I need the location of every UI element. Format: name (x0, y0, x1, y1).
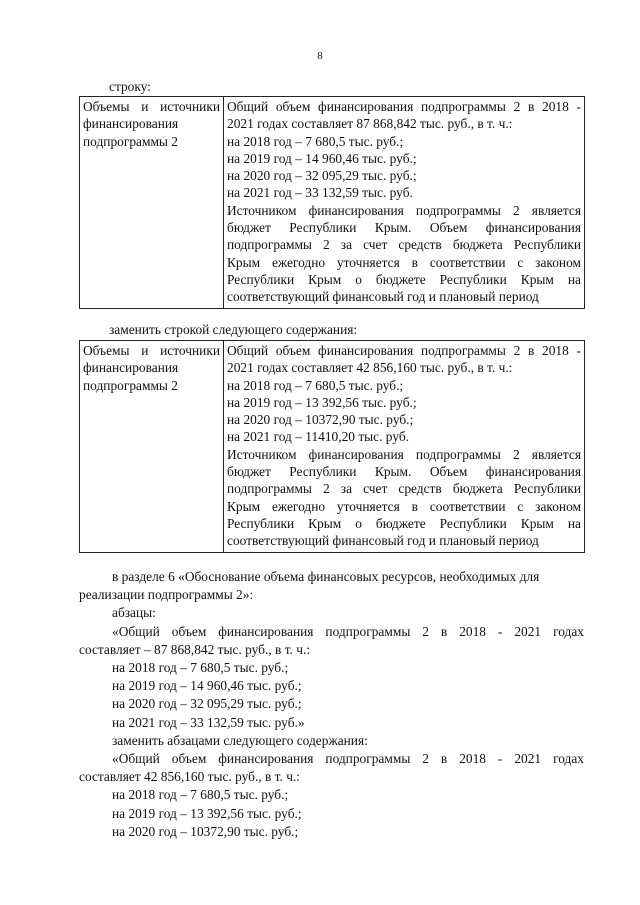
new-total-line: «Общий объем финансирования подпрограммы 2 в 2018 - 2021 годах (112, 751, 584, 767)
section6-body (79, 568, 584, 841)
value-line: Крым ежегодно уточняется в соответствии с законом (227, 254, 581, 270)
intro-old-text: строку: (109, 79, 151, 94)
old-year-line: на 2021 год – 33 132,59 тыс. руб.» (112, 714, 305, 730)
replace-label: заменить абзацами следующего содержания: (112, 732, 368, 748)
new-year-line: на 2020 год – 10372,90 тыс. руб.; (112, 823, 299, 839)
value-line: соответствующий финансовый год и плановый период (227, 289, 539, 305)
new-year-line: на 2019 год – 13 392,56 тыс. руб.; (112, 805, 302, 821)
intro-new-text: заменить строкой следующего содержания: (109, 322, 358, 337)
section6-heading: в разделе 6 «Обоснование объема финансовых ресурсов, необходимых для (112, 569, 540, 584)
value-line: на 2018 год – 7 680,5 тыс. руб.; (227, 133, 404, 149)
old-total-line-cont: составляет – 87 868,842 тыс. руб., в т. ч.: (79, 641, 311, 657)
table-new (79, 340, 585, 553)
value-line: на 2021 год – 33 132,59 тыс. руб. (227, 185, 413, 201)
label-line: Объемы и источники (83, 343, 220, 358)
table-new-label-cell (80, 341, 224, 553)
page-number: 8 (317, 50, 323, 62)
section6-heading-cont: реализации подпрограммы 2»: (79, 587, 254, 603)
value-line: на 2020 год – 32 095,29 тыс. руб.; (227, 168, 417, 184)
new-total-line-cont: составляет 42 856,160 тыс. руб., в т. ч.: (79, 769, 301, 785)
value-line: на 2018 год – 7 680,5 тыс. руб.; (227, 377, 404, 393)
label-line: подпрограммы 2 (83, 133, 178, 149)
value-line: подпрограммы 2 за счет средств бюджета Республики (227, 481, 581, 497)
old-year-line: на 2018 год – 7 680,5 тыс. руб.; (112, 660, 289, 676)
value-line: Республики Крым о бюджете Республики Крым на (227, 271, 581, 287)
old-year-line: на 2020 год – 32 095,29 тыс. руб.; (112, 696, 302, 712)
label-line: подпрограммы 2 (83, 377, 178, 393)
label-line: финансирования (83, 116, 179, 132)
table-new-value-cell (224, 341, 585, 553)
value-line: соответствующий финансовый год и плановый период (227, 533, 539, 549)
value-line: подпрограммы 2 за счет средств бюджета Республики (227, 237, 581, 253)
table-old-label-cell (80, 97, 224, 309)
new-year-line: на 2018 год – 7 680,5 тыс. руб.; (112, 787, 289, 803)
value-line: Общий объем финансирования подпрограммы 2 в 2018 - (227, 343, 581, 358)
value-line: на 2019 год – 14 960,46 тыс. руб.; (227, 150, 417, 166)
value-line: Крым ежегодно уточняется в соответствии с законом (227, 498, 581, 514)
value-line: бюджет Республики Крым. Объем финансирования (227, 464, 581, 480)
label-line: финансирования (83, 360, 179, 376)
value-line: на 2019 год – 13 392,56 тыс. руб.; (227, 394, 417, 410)
value-line: Источником финансирования подпрограммы 2 является (227, 446, 581, 462)
value-line: Общий объем финансирования подпрограммы 2 в 2018 - (227, 99, 581, 114)
old-total-line: «Общий объем финансирования подпрограммы 2 в 2018 - 2021 годах (112, 623, 584, 639)
table-old-value-cell (224, 97, 585, 309)
paragraphs-label: абзацы: (112, 605, 156, 621)
value-line: Республики Крым о бюджете Республики Крым на (227, 515, 581, 531)
value-line: на 2020 год – 10372,90 тыс. руб.; (227, 412, 414, 428)
old-year-line: на 2019 год – 14 960,46 тыс. руб.; (112, 678, 302, 694)
label-line: Объемы и источники (83, 99, 220, 114)
table-old (79, 96, 585, 309)
value-line: Источником финансирования подпрограммы 2 является (227, 202, 581, 218)
value-line: бюджет Республики Крым. Объем финансирования (227, 220, 581, 236)
value-line: 2021 годах составляет 42 856,160 тыс. руб., в т. ч.: (227, 360, 513, 376)
value-line: 2021 годах составляет 87 868,842 тыс. руб., в т. ч.: (227, 116, 513, 132)
value-line: на 2021 год – 11410,20 тыс. руб. (227, 429, 410, 445)
